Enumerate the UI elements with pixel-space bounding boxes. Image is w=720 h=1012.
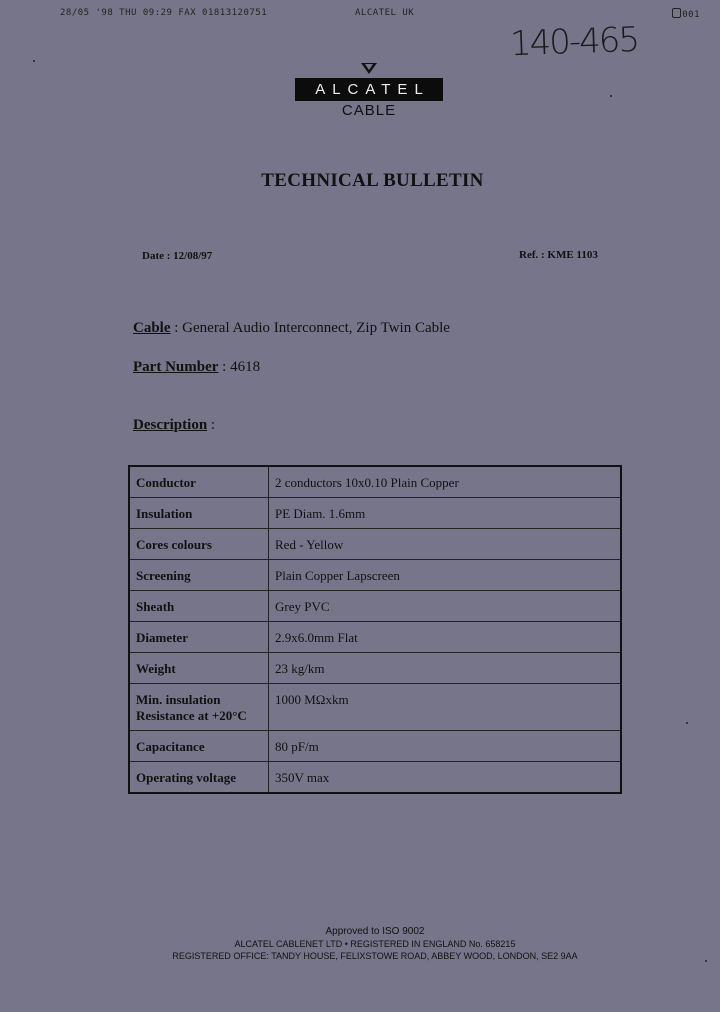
footer-approval: Approved to ISO 9002: [325, 926, 425, 937]
logo-subtitle: CABLE: [341, 102, 397, 119]
footer-company: ALCATEL CABLENET LTD • REGISTERED IN ENGLAND No. 658215: [234, 939, 516, 949]
part-number-field: [133, 359, 260, 376]
fax-transmission-line: 28/05 '98 THU 09:29 FAX 01813120751: [60, 8, 268, 18]
spec-property: Conductor: [129, 466, 269, 498]
spec-property: Capacitance: [129, 731, 269, 762]
logo-mark-icon: [359, 62, 379, 76]
table-row: [129, 466, 621, 498]
spec-value: 2.9x6.0mm Flat: [269, 622, 622, 653]
spec-value: Grey PVC: [269, 591, 622, 622]
spec-value: Red - Yellow: [269, 529, 622, 560]
bulletin-reference: Ref. : KME 1103: [519, 249, 598, 261]
company-footer: [150, 926, 600, 962]
bulletin-date: Date : 12/08/97: [142, 250, 213, 262]
spec-property: Insulation: [129, 498, 269, 529]
fax-page-number: [672, 8, 700, 20]
table-row: [129, 653, 621, 684]
cable-label: Cable: [133, 320, 171, 336]
scan-speck: [33, 60, 35, 62]
spec-value: 1000 MΩxkm: [269, 684, 622, 731]
spec-property: Screening: [129, 560, 269, 591]
spec-value: 23 kg/km: [269, 653, 622, 684]
spec-value: PE Diam. 1.6mm: [269, 498, 622, 529]
description-field: [133, 417, 215, 434]
description-label: Description: [133, 417, 208, 433]
handwritten-note: 140-465: [509, 19, 639, 65]
part-number-label: Part Number: [133, 359, 219, 375]
spec-property: Weight: [129, 653, 269, 684]
document-title: TECHNICAL BULLETIN: [261, 170, 484, 191]
table-row: [129, 622, 621, 653]
scan-speck: [610, 95, 612, 97]
spec-property: Cores colours: [129, 529, 269, 560]
table-row: [129, 498, 621, 529]
part-number-value: : 4618: [218, 359, 261, 375]
spec-value: 350V max: [269, 762, 622, 794]
table-row: [129, 560, 621, 591]
spec-value: 80 pF/m: [269, 731, 622, 762]
spec-property: Diameter: [129, 622, 269, 653]
scan-speck: [686, 722, 688, 724]
spec-value: Plain Copper Lapscreen: [269, 560, 622, 591]
table-row: [129, 591, 621, 622]
table-row: [129, 762, 621, 794]
spec-property: Operating voltage: [129, 762, 269, 794]
description-colon: :: [207, 417, 216, 433]
table-row: [129, 684, 621, 731]
spec-property: Min. insulation Resistance at +20°C: [129, 684, 269, 731]
spec-property: Sheath: [129, 591, 269, 622]
table-row: [129, 529, 621, 560]
spec-value: 2 conductors 10x0.10 Plain Copper: [269, 466, 622, 498]
fax-page-value: 001: [682, 10, 700, 20]
table-row: [129, 731, 621, 762]
fax-sender: ALCATEL UK: [355, 8, 415, 18]
logo-brand: ALCATEL: [295, 78, 443, 101]
alcatel-cable-logo: [295, 62, 443, 119]
page-icon: [672, 8, 681, 18]
cable-field: [133, 320, 450, 337]
footer-office: REGISTERED OFFICE: TANDY HOUSE, FELIXSTOWE ROAD, ABBEY WOOD, LONDON, SE2 9AA: [172, 951, 578, 961]
scan-speck: [705, 960, 707, 962]
cable-value: : General Audio Interconnect, Zip Twin Cable: [170, 320, 450, 336]
specification-table: [128, 465, 622, 794]
